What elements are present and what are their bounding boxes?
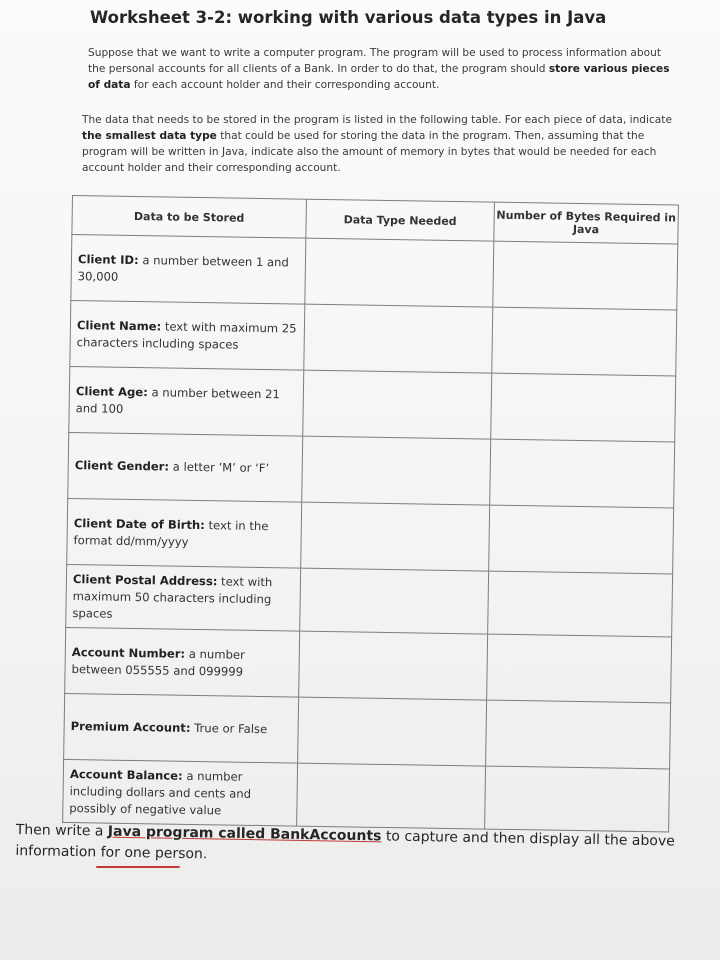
header-data-type: Data Type Needed	[306, 199, 495, 241]
row-desc-text: True or False	[190, 720, 268, 737]
row-desc-text: a number between 1 and 30,000	[77, 252, 289, 284]
row-label: Client Age:	[75, 383, 148, 399]
row-description	[71, 235, 306, 305]
bytes-cell[interactable]	[489, 505, 674, 574]
row-label: Account Number:	[71, 644, 186, 661]
red-pen-underline	[96, 866, 180, 868]
table-row	[68, 432, 675, 508]
row-desc-text: text with maximum 25 characters including spaces	[76, 318, 297, 352]
data-types-table-container	[62, 195, 678, 832]
instructions-paragraph	[82, 112, 680, 176]
table-row	[71, 235, 678, 311]
row-label: Client Name:	[76, 317, 162, 333]
data-type-cell[interactable]	[305, 238, 494, 307]
row-desc-text: a number between 055555 and 099999	[71, 646, 245, 679]
table-row	[69, 366, 676, 442]
table-row	[63, 759, 670, 832]
row-desc-text: text with maximum 50 characters including spaces	[72, 573, 273, 621]
row-description	[64, 693, 299, 763]
data-type-cell[interactable]	[302, 436, 491, 505]
row-description	[63, 759, 298, 826]
row-label: Account Balance:	[69, 766, 183, 783]
row-desc-text: a number including dollars and cents and possibly of negative value	[69, 768, 252, 817]
instructions-text-start: The data that needs to be stored in the program is listed in the following table. For each piece of data, indicate	[82, 114, 672, 126]
instructions-text-end: that could be used for storing the data in the program. Then, assuming that the program will be written in Java, indicate also the amount of memory in bytes that would be needed for each account holder and their corresponding account.	[82, 130, 657, 174]
table-row	[64, 693, 671, 769]
table-row	[65, 627, 672, 703]
table-row	[66, 564, 673, 637]
row-desc-text: a number between 21 and 100	[75, 384, 280, 416]
data-type-cell[interactable]	[303, 370, 492, 439]
row-label: Client Postal Address:	[72, 571, 218, 588]
bytes-cell[interactable]	[486, 700, 671, 769]
row-label: Client ID:	[77, 251, 139, 267]
data-type-cell[interactable]	[300, 568, 489, 634]
table-row	[67, 498, 674, 574]
instructions-bold: the smallest data type	[82, 130, 217, 142]
row-description	[69, 366, 304, 436]
bytes-cell[interactable]	[488, 571, 673, 637]
row-description	[66, 564, 301, 631]
row-label: Client Date of Birth:	[73, 515, 205, 532]
intro-bold: store various pieces of data	[88, 63, 670, 91]
intro-text-end: for each account holder and their corresponding account.	[130, 79, 440, 91]
closing-text-start: Then write a	[15, 821, 108, 840]
row-label: Premium Account:	[70, 719, 191, 735]
row-description	[68, 432, 303, 502]
bytes-cell[interactable]	[491, 373, 676, 442]
header-data-to-store: Data to be Stored	[72, 196, 307, 239]
data-type-cell[interactable]	[297, 763, 486, 829]
row-description	[65, 627, 300, 697]
row-description	[70, 300, 305, 370]
intro-paragraph	[88, 45, 678, 93]
program-name-highlight: Java program called BankAccounts	[107, 823, 382, 845]
data-type-cell[interactable]	[304, 304, 493, 373]
closing-text-end: to capture and then display all the above information for one person.	[15, 828, 675, 863]
data-type-cell[interactable]	[298, 697, 487, 766]
data-type-cell[interactable]	[299, 631, 488, 700]
bytes-cell[interactable]	[487, 634, 672, 703]
row-label: Client Gender:	[74, 458, 170, 474]
bytes-cell[interactable]	[493, 241, 678, 310]
data-type-cell[interactable]	[301, 502, 490, 571]
row-desc-text: text in the format dd/mm/yyyy	[73, 517, 269, 549]
row-description	[67, 498, 302, 568]
worksheet-title: Worksheet 3-2: working with various data types in Java	[90, 8, 607, 27]
row-desc-text: a letter ’M’ or ‘F’	[168, 459, 270, 476]
header-bytes: Number of Bytes Required in Java	[494, 202, 679, 244]
intro-text-start: Suppose that we want to write a computer program. The program will be used to process information about the personal accounts for all clients of a Bank. In order to do that, the program should	[88, 47, 661, 75]
bytes-cell[interactable]	[490, 439, 675, 508]
table-row	[70, 300, 677, 376]
bytes-cell[interactable]	[492, 307, 677, 376]
bytes-cell[interactable]	[485, 766, 670, 832]
data-types-table	[62, 195, 679, 832]
